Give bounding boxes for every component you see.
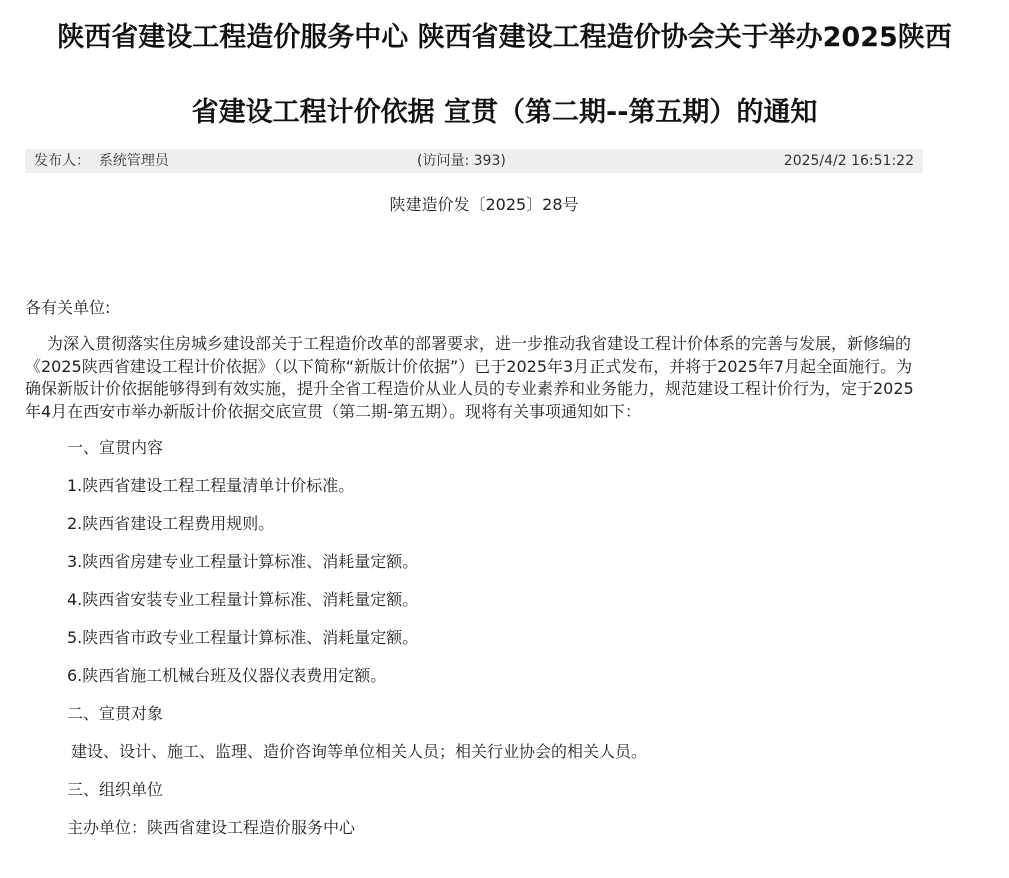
document-number: 陕建造价发〔2025〕28号 — [389, 195, 579, 214]
article-title-line-2: 省建设工程计价依据 宣贯（第二期--第五期）的通知 — [191, 97, 818, 128]
article-title-line-1: 陕西省建设工程造价服务中心 陕西省建设工程造价协会关于举办2025陕西 — [57, 22, 952, 53]
article-body — [25, 296, 923, 847]
audience-item: 建设、设计、施工、监理、造价咨询等单位相关人员；相关行业协会的相关人员。 — [71, 742, 648, 761]
content-item: 4.陕西省安装专业工程量计算标准、消耗量定额。 — [67, 590, 419, 609]
intro-paragraph: 为深入贯彻落实住房城乡建设部关于工程造价改革的部署要求，进一步推动我省建设工程计价体系的完善与发展，新修编的《2025陕西省建设工程计价依据》（以下简称“新版计价依据”）已于2025年3月正式发布，并将于2025年7月起全面施行。为确保新版计价依据能够得到有效实施，提升全省工程造价从业人员的专业素养和业务能力，规范建设工程计价行为，定于2025年4月在西安市举办新版计价依据交底宣贯（第二期-第五期）。现将有关事项通知如下： — [25, 334, 914, 421]
content-item: 1.陕西省建设工程工程量清单计价标准。 — [67, 476, 355, 495]
visit-count: (访问量: 393) — [417, 153, 506, 169]
content-item: 6.陕西省施工机械台班及仪器仪表费用定额。 — [67, 666, 387, 685]
content-item: 5.陕西省市政专业工程量计算标准、消耗量定额。 — [67, 628, 419, 647]
section-heading-organizer: 三、组织单位 — [67, 780, 164, 799]
notice-items — [25, 429, 923, 847]
publisher — [34, 149, 169, 173]
article-meta-bar — [25, 149, 923, 173]
organizer-item: 主办单位：陕西省建设工程造价服务中心 — [67, 818, 356, 837]
publisher-label: 发布人： — [34, 153, 90, 169]
section-heading-audience: 二、宣贯对象 — [67, 704, 164, 723]
article-title — [0, 0, 1009, 150]
content-item: 2.陕西省建设工程费用规则。 — [67, 514, 275, 533]
publish-date: 2025/4/2 16:51:22 — [783, 153, 914, 169]
content-item: 3.陕西省房建专业工程量计算标准、消耗量定额。 — [67, 552, 419, 571]
publisher-name: 系统管理员 — [98, 153, 169, 169]
salutation: 各有关单位: — [25, 298, 111, 317]
section-heading-content: 一、宣贯内容 — [67, 438, 164, 457]
